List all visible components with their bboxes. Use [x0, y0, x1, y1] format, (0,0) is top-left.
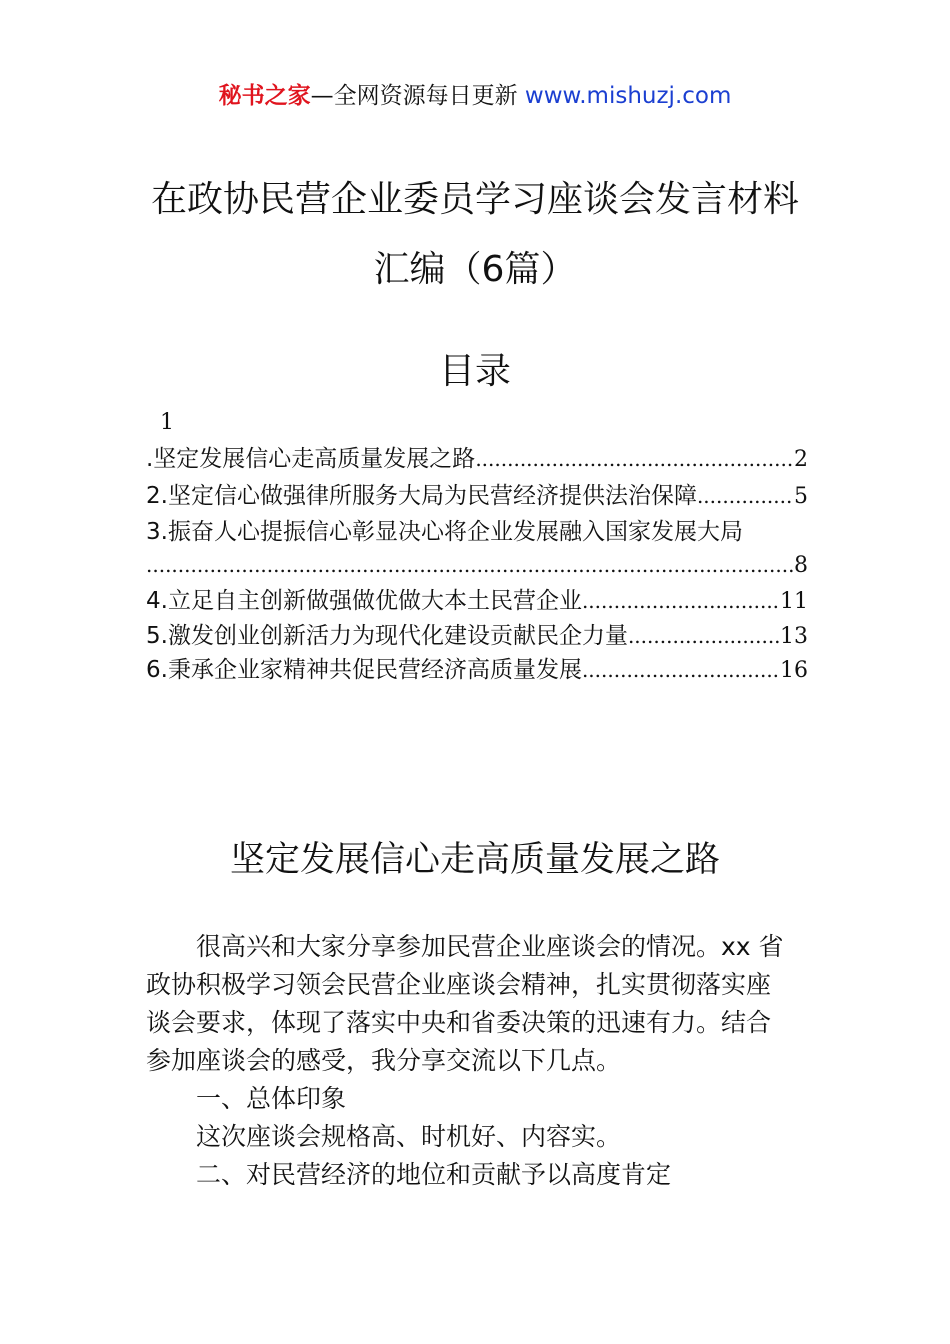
toc-item-page: 11	[780, 589, 808, 614]
paragraph-line: 参加座谈会的感受，我分享交流以下几点。	[146, 1046, 622, 1075]
toc-item[interactable]	[146, 655, 808, 689]
toc-item[interactable]	[146, 586, 808, 620]
toc-item-page: 13	[780, 624, 808, 649]
paragraph-line: 政协积极学习领会民营企业座谈会精神，扎实贯彻落实座	[146, 970, 772, 999]
paragraph-line: 很高兴和大家分享参加民营企业座谈会的情况。xx 省	[196, 932, 784, 961]
brand-name: 秘书之家	[218, 83, 311, 109]
toc-item-label: .坚定发展信心走高质量发展之路	[146, 446, 476, 472]
toc-item-continuation[interactable]	[146, 550, 808, 584]
paragraph-line: 谈会要求，体现了落实中央和省委决策的迅速有力。结合	[146, 1008, 772, 1037]
toc-item-label: 4.立足自主创新做强做优做大本土民营企业	[146, 588, 582, 614]
toc-item-page: 8	[794, 553, 808, 578]
toc-leader-dots	[697, 481, 794, 511]
toc-leader-dots	[582, 586, 780, 616]
toc-item[interactable]	[146, 481, 808, 515]
toc-title: 目录	[438, 351, 511, 392]
toc-item[interactable]	[146, 517, 808, 551]
toc-item-page: 5	[794, 484, 808, 509]
section-title: 坚定发展信心走高质量发展之路	[229, 840, 720, 880]
section-heading: 一、总体印象	[196, 1084, 347, 1113]
toc-leader-dots	[582, 655, 780, 685]
header-slogan: —全网资源每日更新	[310, 83, 525, 109]
document-title-line-2: 汇编（6篇）	[373, 249, 577, 290]
toc-item[interactable]	[146, 444, 808, 478]
toc-item-page: 16	[780, 658, 808, 683]
toc-first-number: 1	[160, 410, 174, 435]
paragraph-line: 这次座谈会规格高、时机好、内容实。	[196, 1122, 622, 1151]
toc-leader-dots	[628, 621, 780, 651]
toc-leader-dots	[475, 444, 794, 474]
section-heading: 二、对民营经济的地位和贡献予以高度肯定	[196, 1160, 672, 1189]
site-url-link[interactable]: www.mishuzj.com	[524, 83, 732, 109]
toc-item-label: 3.振奋人心提振信心彰显决心将企业发展融入国家发展大局	[146, 519, 743, 545]
toc-item[interactable]	[146, 621, 808, 655]
toc-leader-dots	[146, 550, 794, 580]
toc-item-label: 2.坚定信心做强律所服务大局为民营经济提供法治保障	[146, 483, 697, 509]
document-title-line-1: 在政协民营企业委员学习座谈会发言材料	[150, 179, 799, 220]
toc-item-page: 2	[794, 447, 808, 472]
toc-item-label: 6.秉承企业家精神共促民营经济高质量发展	[146, 657, 582, 683]
site-header	[0, 80, 950, 112]
toc-item-label: 5.激发创业创新活力为现代化建设贡献民企力量	[146, 623, 628, 649]
